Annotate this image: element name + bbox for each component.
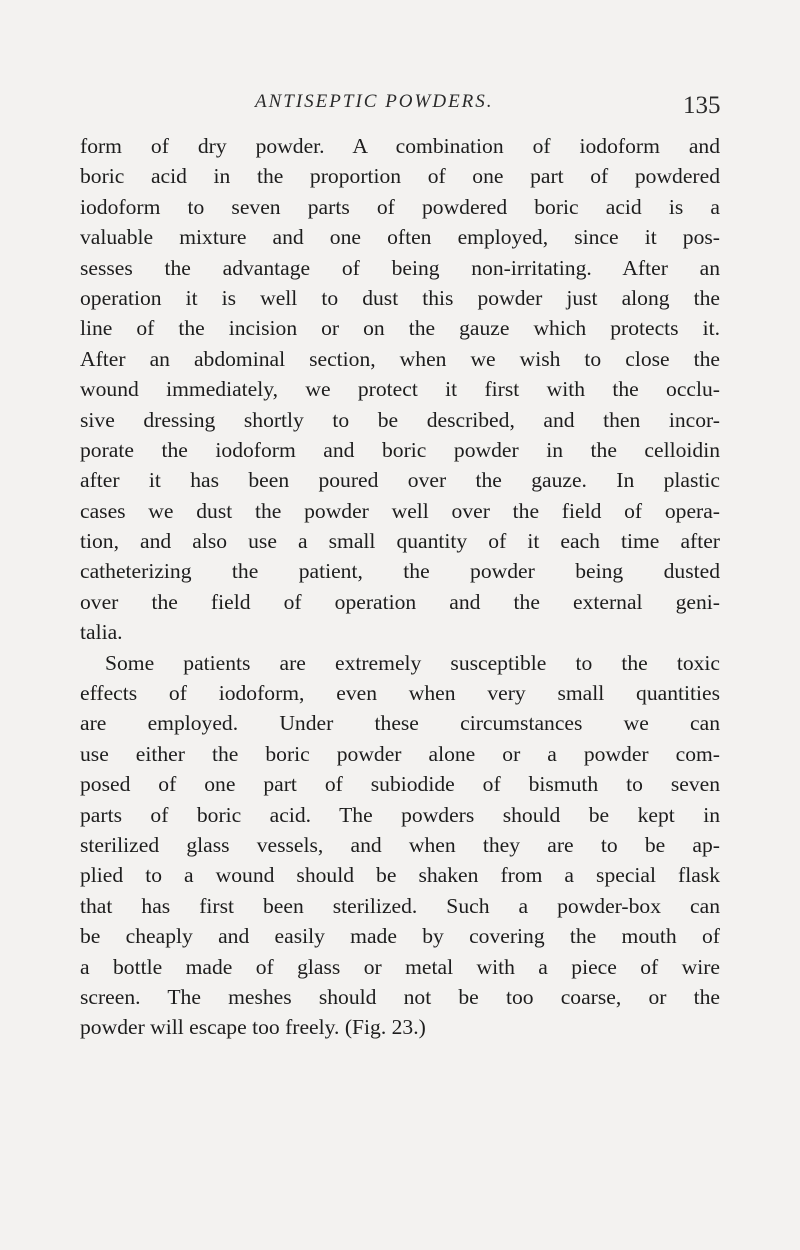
text-line: are employed. Under these circumstances we can — [80, 711, 720, 736]
text-line: talia. — [80, 620, 123, 645]
text-line: powder will escape too freely. (Fig. 23.) — [80, 1015, 426, 1040]
text-line: tion, and also use a small quantity of it each time after — [80, 529, 720, 554]
text-line: use either the boric powder alone or a powder com- — [80, 741, 720, 766]
text-line: porate the iodoform and boric powder in the celloidin — [80, 437, 720, 462]
text-line: screen. The meshes should not be too coarse, or the — [80, 984, 720, 1009]
text-line: posed of one part of subiodide of bismuth to seven — [80, 772, 720, 797]
text-line: operation it is well to dust this powder just along the — [80, 285, 720, 310]
text-line: wound immediately, we protect it first with the occlu- — [80, 377, 720, 402]
text-line: After an abdominal section, when we wish to close the — [80, 346, 720, 371]
text-line: after it has been poured over the gauze. In plastic — [80, 468, 720, 493]
text-line: catheterizing the patient, the powder being dusted — [80, 559, 720, 584]
text-line: form of dry powder. A combination of iodoform and — [80, 134, 720, 158]
text-line: line of the incision or on the gauze which protects it. — [80, 316, 720, 341]
text-line: over the field of operation and the external geni- — [80, 589, 720, 614]
text-line: plied to a wound should be shaken from a special flask — [80, 863, 720, 888]
text-line: that has first been sterilized. Such a powder-box can — [80, 893, 720, 918]
text-line: iodoform to seven parts of powdered boric acid is a — [80, 194, 720, 219]
text-line: parts of boric acid. The powders should be kept in — [80, 802, 720, 827]
text-line: cases we dust the powder well over the field of opera- — [80, 498, 720, 523]
text-line: Some patients are extremely susceptible to the toxic — [105, 650, 720, 675]
text-line: valuable mixture and one often employed, since it pos- — [80, 225, 720, 250]
text-line: a bottle made of glass or metal with a piece of wire — [80, 954, 720, 979]
text-line: be cheaply and easily made by covering the mouth of — [80, 924, 720, 949]
paragraph — [80, 131, 720, 648]
text-line: effects of iodoform, even when very small quantities — [80, 681, 720, 706]
body-text — [80, 131, 720, 1043]
paragraph — [80, 648, 720, 1043]
page-number: 135 — [683, 92, 721, 119]
running-title: ANTISEPTIC POWDERS. — [255, 91, 494, 112]
text-line: sterilized glass vessels, and when they are to be ap- — [80, 832, 720, 857]
text-line: boric acid in the proportion of one part of powdered — [80, 164, 720, 189]
text-line: sesses the advantage of being non-irritating. After an — [80, 255, 720, 280]
text-line: sive dressing shortly to be described, and then incor- — [80, 407, 720, 432]
running-head — [0, 86, 800, 126]
